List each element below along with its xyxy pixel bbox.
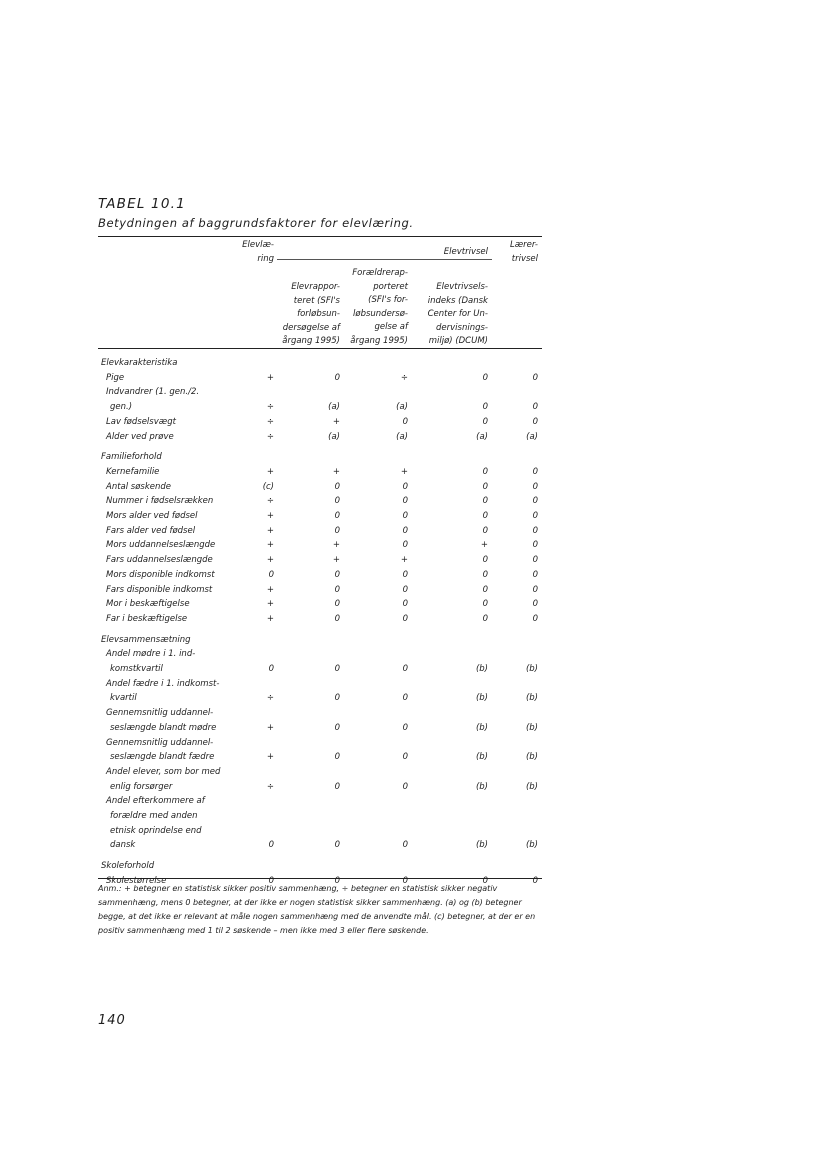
table-cell: 0 bbox=[334, 569, 340, 580]
table-cell: 0 bbox=[482, 584, 488, 595]
table-cell: + bbox=[266, 599, 274, 610]
table-cell: (b) bbox=[525, 781, 538, 792]
table-title: TABEL 10.1 bbox=[98, 196, 186, 212]
table-cell: 0 bbox=[482, 569, 488, 580]
table-cell: 0 bbox=[482, 555, 488, 566]
table-cell: 0 bbox=[334, 511, 340, 521]
table-cell: + bbox=[266, 584, 274, 595]
table-cell: 0 bbox=[334, 875, 340, 886]
table-cell: 0 bbox=[402, 599, 408, 610]
table-cell: ÷ bbox=[266, 693, 274, 704]
table-cell: 0 bbox=[334, 372, 340, 383]
row-label: etnisk oprindelse end bbox=[110, 825, 202, 836]
row-label: Mors disponible indkomst bbox=[106, 569, 215, 580]
table-cell: (b) bbox=[525, 752, 538, 763]
row-label: Mors uddannelseslængde bbox=[106, 540, 216, 551]
section-heading: Skoleforhold bbox=[101, 861, 155, 872]
table-cell: + bbox=[332, 466, 340, 477]
table-cell: 0 bbox=[482, 402, 488, 413]
table-cell: + bbox=[266, 752, 274, 763]
table-cell: + bbox=[400, 466, 408, 477]
table-cell: (b) bbox=[525, 840, 538, 851]
table-cell: 0 bbox=[402, 540, 408, 551]
row-label: Fars uddannelseslængde bbox=[106, 555, 213, 566]
table-cell: 0 bbox=[532, 466, 538, 477]
table-cell: + bbox=[266, 540, 274, 551]
table-cell: 0 bbox=[402, 693, 408, 704]
row-label: Antal søskende bbox=[106, 481, 172, 492]
table-cell: 0 bbox=[532, 511, 538, 521]
row-label: komstkvartil bbox=[110, 664, 163, 674]
table-cell: 0 bbox=[482, 875, 488, 886]
table-cell: 0 bbox=[482, 496, 488, 507]
table-cell: + bbox=[332, 416, 340, 427]
row-label: enlig forsørger bbox=[110, 781, 173, 792]
row-label: Far i beskæftigelse bbox=[106, 613, 188, 624]
table-cell: 0 bbox=[532, 599, 538, 610]
table-cell: 0 bbox=[402, 481, 408, 492]
table-cell: + bbox=[266, 722, 274, 733]
table-cell: 0 bbox=[482, 511, 488, 521]
table-cell: 0 bbox=[402, 722, 408, 733]
header-elevlaering: Elevlæ- ring bbox=[242, 240, 274, 264]
table-cell: 0 bbox=[402, 613, 408, 624]
table-cell: + bbox=[266, 525, 274, 536]
table-cell: + bbox=[266, 372, 274, 383]
table-cell: ÷ bbox=[266, 781, 274, 792]
row-label: Andel efterkommere af bbox=[106, 796, 205, 807]
table-cell: 0 bbox=[334, 693, 340, 704]
table-cell: 0 bbox=[334, 752, 340, 763]
table-cell: 0 bbox=[334, 840, 340, 851]
table-cell: (a) bbox=[526, 431, 538, 442]
table-cell: 0 bbox=[532, 481, 538, 492]
table-cell: + bbox=[332, 540, 340, 551]
table-cell: 0 bbox=[402, 511, 408, 521]
row-label: kvartil bbox=[110, 693, 137, 704]
table-subtitle: Betydningen af baggrundsfaktorer for elevlæring. bbox=[98, 216, 414, 230]
table-cell: + bbox=[400, 555, 408, 566]
table-cell: + bbox=[266, 466, 274, 477]
table-cell: (c) bbox=[262, 481, 274, 492]
row-label: Fars disponible indkomst bbox=[106, 584, 213, 595]
row-label: Lav fødselsvægt bbox=[106, 416, 176, 427]
table-cell: + bbox=[266, 511, 274, 521]
table-cell: 0 bbox=[268, 840, 274, 851]
row-label: seslængde blandt mødre bbox=[110, 722, 217, 733]
table-cell: 0 bbox=[402, 496, 408, 507]
table-cell: ÷ bbox=[266, 431, 274, 442]
table-cell: 0 bbox=[402, 664, 408, 674]
row-label: forældre med anden bbox=[110, 811, 198, 821]
table-cell: 0 bbox=[334, 584, 340, 595]
table-cell: 0 bbox=[482, 416, 488, 427]
table-cell: (a) bbox=[328, 402, 340, 413]
table-cell: 0 bbox=[532, 613, 538, 624]
row-label: Gennemsnitlig uddannel- bbox=[106, 737, 214, 748]
row-label: Andel mødre i 1. ind- bbox=[106, 649, 196, 660]
header-dcum: Elevtrivsels- indeks (Dansk Center for Un- dervisnings- miljø) (DCUM) bbox=[427, 282, 488, 346]
table-cell: 0 bbox=[334, 496, 340, 507]
table-cell: 0 bbox=[482, 372, 488, 383]
table-cell: 0 bbox=[268, 875, 274, 886]
table-cell: 0 bbox=[402, 781, 408, 792]
table-cell: (b) bbox=[525, 693, 538, 704]
table-cell: 0 bbox=[532, 402, 538, 413]
table-cell: (b) bbox=[525, 722, 538, 733]
row-label: Mors alder ved fødsel bbox=[106, 511, 198, 521]
table-cell: 0 bbox=[402, 584, 408, 595]
row-label: Mor i beskæftigelse bbox=[106, 599, 190, 610]
top-rule bbox=[98, 236, 542, 237]
header-elevrapporteret: Elevrappor- teret (SFI's forløbsun- dersøgelse af årgang 1995) bbox=[282, 282, 340, 346]
table-cell: ÷ bbox=[400, 372, 408, 383]
table-cell: 0 bbox=[482, 613, 488, 624]
table-cell: 0 bbox=[334, 664, 340, 674]
header-elevtrivsel: Elevtrivsel bbox=[443, 247, 488, 257]
table-cell: 0 bbox=[402, 840, 408, 851]
row-label: Andel fædre i 1. indkomst- bbox=[106, 678, 220, 689]
table-cell: 0 bbox=[402, 875, 408, 886]
table-cell: 0 bbox=[402, 569, 408, 580]
table-cell: 0 bbox=[532, 496, 538, 507]
header-laerertrivsel: Lærer- trivsel bbox=[509, 240, 538, 264]
row-label: Andel elever, som bor med bbox=[106, 766, 221, 777]
table-cell: 0 bbox=[532, 525, 538, 536]
table-cell: (b) bbox=[475, 840, 488, 851]
table-cell: + bbox=[480, 540, 488, 551]
table-cell: (b) bbox=[475, 693, 488, 704]
table-cell: 0 bbox=[482, 481, 488, 492]
row-label: Pige bbox=[106, 372, 125, 383]
row-label: seslængde blandt fædre bbox=[110, 752, 215, 763]
row-label: Kernefamilie bbox=[106, 466, 160, 477]
page-number: 140 bbox=[98, 1013, 126, 1028]
section-heading: Elevkarakteristika bbox=[101, 358, 178, 368]
table-cell: 0 bbox=[532, 584, 538, 595]
row-label: Indvandrer (1. gen./2. bbox=[106, 387, 200, 398]
table-cell: 0 bbox=[334, 781, 340, 792]
table-cell: + bbox=[266, 613, 274, 624]
row-label: Fars alder ved fødsel bbox=[106, 525, 196, 536]
table-cell: 0 bbox=[532, 416, 538, 427]
table-cell: (a) bbox=[476, 431, 488, 442]
table-cell: + bbox=[332, 555, 340, 566]
header-foraeldrerapporteret: Forældrerap- porteret (SFI's for- løbsundersø- gelse af årgang 1995) bbox=[350, 268, 408, 346]
table-cell: 0 bbox=[334, 613, 340, 624]
table-cell: 0 bbox=[268, 664, 274, 674]
table-cell: 0 bbox=[334, 525, 340, 536]
row-label: gen.) bbox=[110, 402, 133, 413]
table-cell: 0 bbox=[482, 466, 488, 477]
table-cell: 0 bbox=[334, 722, 340, 733]
table-cell: 0 bbox=[402, 416, 408, 427]
row-label: Nummer i fødselsrækken bbox=[106, 496, 214, 507]
table-cell: + bbox=[266, 555, 274, 566]
table-cell: 0 bbox=[402, 752, 408, 763]
section-heading: Elevsammensætning bbox=[101, 634, 191, 645]
table-cell: 0 bbox=[532, 555, 538, 566]
row-label: Alder ved prøve bbox=[106, 431, 174, 442]
table-cell: 0 bbox=[482, 599, 488, 610]
table-cell: (a) bbox=[396, 431, 408, 442]
section-heading: Familieforhold bbox=[101, 452, 162, 463]
row-label: dansk bbox=[110, 840, 136, 851]
table-cell: (b) bbox=[475, 752, 488, 763]
row-label: Gennemsnitlig uddannel- bbox=[106, 708, 214, 719]
table-cell: ÷ bbox=[266, 416, 274, 427]
table-cell: 0 bbox=[268, 569, 274, 580]
table-cell: 0 bbox=[334, 481, 340, 492]
table-cell: 0 bbox=[532, 372, 538, 383]
table-cell: ÷ bbox=[266, 496, 274, 507]
table-cell: (a) bbox=[328, 431, 340, 442]
table-cell: (b) bbox=[475, 722, 488, 733]
table-cell: (b) bbox=[525, 664, 538, 674]
table-note: Anm.: + betegner en statistisk sikker positiv sammenhæng, ÷ betegner en statistisk sikker negativ sammenhæng, mens 0 betegner, at der ikke er nogen statistisk sikker sammenhæng. (a) og (b) betegner begge, at det ikke er relevant at måle nogen sammenhæng med de anvendte mål. (c) betegner, at der er en positiv sammenhæng med 1 til 2 søskende – men ikke med 3 eller flere søskende. bbox=[98, 884, 536, 935]
table-cell: ÷ bbox=[266, 402, 274, 413]
table-cell: (b) bbox=[475, 664, 488, 674]
row-label: Skolestørrelse bbox=[106, 875, 167, 886]
table-cell: 0 bbox=[532, 540, 538, 551]
table-cell: (b) bbox=[475, 781, 488, 792]
table-cell: 0 bbox=[482, 525, 488, 536]
table-cell: 0 bbox=[334, 599, 340, 610]
table-cell: 0 bbox=[402, 525, 408, 536]
table-cell: 0 bbox=[532, 875, 538, 886]
table-cell: (a) bbox=[396, 402, 408, 413]
table-cell: 0 bbox=[532, 569, 538, 580]
